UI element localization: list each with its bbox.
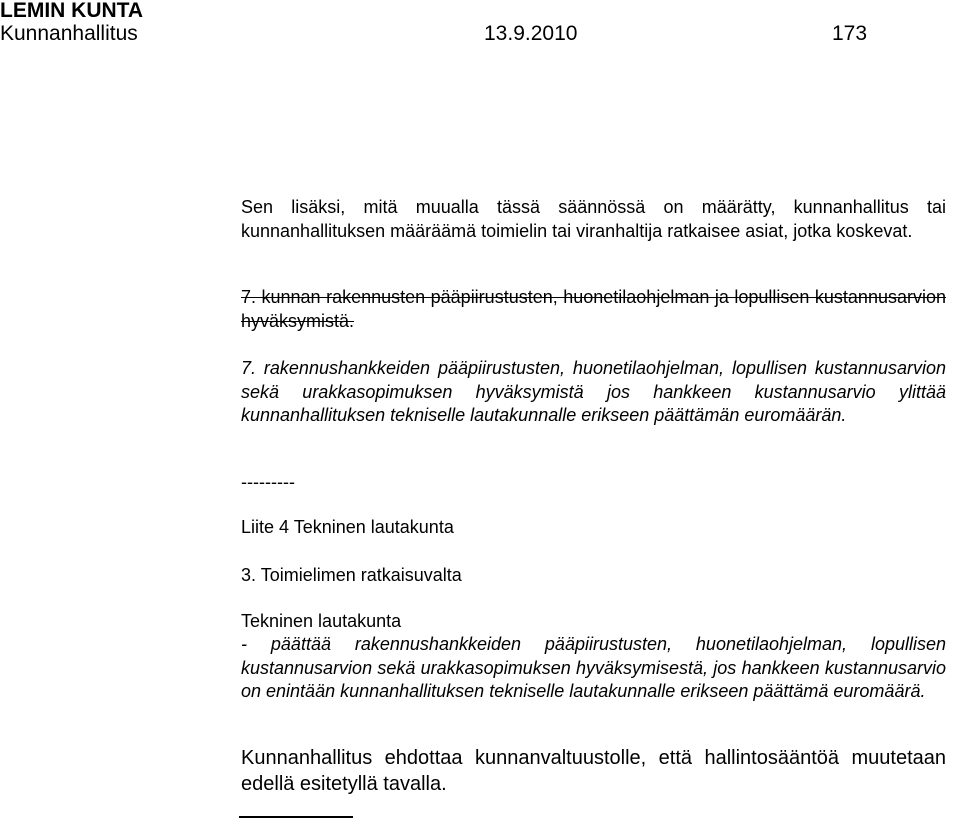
paragraph-new-item-7: 7. rakennushankkeiden pääpiirustusten, huonetilaohjelman, lopullisen kustannusarvion sekä urakkasopimuksen hyväksymistä jos hankkeen kustannusarvio ylittää kunnanhallituksen tekniselle lautakunnalle erikseen päättämän euromäärän. — [241, 358, 946, 425]
separator-dashes: --------- — [241, 472, 295, 492]
struck-paragraph-old-item-7: 7. kunnan rakennusten pääpiirustusten, huonetilaohjelman ja lopullisen kustannusarvion hyväksymistä. — [241, 287, 946, 331]
board-title: Tekninen lautakunta — [241, 611, 402, 631]
section-heading: 3. Toimielimen ratkaisuvalta — [241, 565, 462, 585]
end-rule — [239, 816, 353, 818]
paragraph-intro: Sen lisäksi, mitä muualla tässä säännössä on määrätty, kunnanhallitus tai kunnanhallituksen määräämä toimielin tai viranhaltija ratkaisee asiat, jotka koskevat. — [241, 197, 946, 241]
page-number: 173 — [832, 22, 868, 45]
document-body-name: Kunnanhallitus — [0, 22, 138, 45]
municipality-name: LEMIN KUNTA — [0, 0, 144, 22]
document-date: 13.9.2010 — [484, 22, 578, 45]
appendix-heading: Liite 4 Tekninen lautakunta — [241, 517, 454, 537]
paragraph-proposal: Kunnanhallitus ehdottaa kunnanvaltuustolle, että hallintosääntöä muutetaan edellä esitetyllä tavalla. — [241, 747, 946, 795]
paragraph-board-authority: - päättää rakennushankkeiden pääpiirustusten, huonetilaohjelman, lopullisen kustannusarvion sekä urakkasopimuksen hyväksymisestä, jos hankkeen kustannusarvio on enintään kunnanhallituksen tekniselle lautakunnalle erikseen päättämä euromäärä. — [241, 634, 946, 701]
